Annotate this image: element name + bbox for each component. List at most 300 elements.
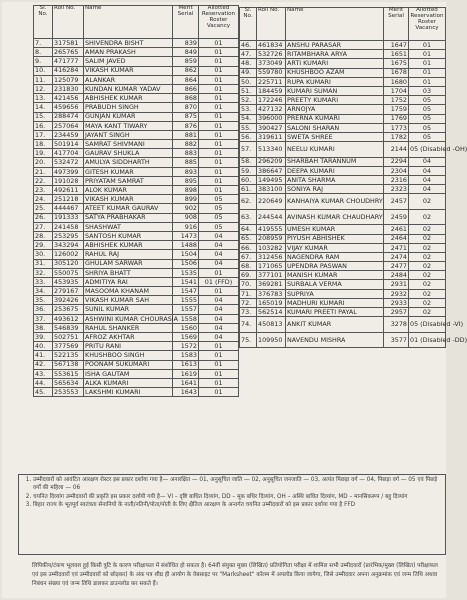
cell-reservation: 04	[409, 157, 446, 166]
table-row	[34, 222, 239, 231]
cell-roll-no: 265765	[53, 48, 84, 57]
cell-reservation: 01	[199, 186, 239, 195]
cell-name: PRITU RANI	[84, 342, 173, 351]
cell-roll-no: 234459	[53, 130, 84, 139]
cell-reservation: 05	[199, 195, 239, 204]
cell-merit-serial: 1557	[173, 305, 199, 314]
cell-roll-no: 444467	[53, 204, 84, 213]
table-row	[34, 305, 239, 314]
cell-sl-no: 15.	[34, 112, 53, 121]
table-row	[34, 259, 239, 268]
cell-merit-serial: 1560	[173, 323, 199, 332]
cell-merit-serial: 864	[173, 75, 199, 84]
cell-name: NAGENDRA RAM	[286, 252, 384, 261]
header-name: Name	[286, 8, 384, 41]
cell-name: UPENDRA PASWAN	[286, 262, 384, 271]
cell-merit-serial: 2931	[384, 280, 409, 289]
cell-merit-serial: 1541	[173, 277, 199, 286]
cell-reservation: 02	[409, 271, 446, 280]
cell-name: SANTOSH KUMAR	[84, 231, 173, 240]
cell-name: RITAMBHARA ARYA	[286, 50, 384, 59]
cell-reservation: 05	[199, 204, 239, 213]
notes-list	[19, 476, 445, 510]
table-row	[34, 130, 239, 139]
cell-roll-no: 369281	[257, 280, 286, 289]
cell-sl-no: 32.	[34, 268, 53, 277]
cell-merit-serial: 849	[173, 48, 199, 57]
cell-merit-serial: 1773	[384, 123, 409, 132]
cell-sl-no: 46.	[240, 41, 257, 50]
cell-reservation: 04	[199, 333, 239, 342]
cell-merit-serial: 3577	[384, 332, 409, 348]
cell-merit-serial: 1572	[173, 342, 199, 351]
table-row	[34, 213, 239, 222]
table-row	[34, 314, 239, 323]
cell-reservation: 01	[199, 75, 239, 84]
cell-name: MANISH KUMAR	[286, 271, 384, 280]
cell-reservation: 01	[199, 388, 239, 397]
cell-name: ALOK KUMAR	[84, 186, 173, 195]
cell-merit-serial: 1678	[384, 68, 409, 77]
cell-merit-serial: 868	[173, 94, 199, 103]
cell-reservation: 04	[199, 241, 239, 250]
cell-reservation: 04	[199, 259, 239, 268]
table-row	[240, 50, 446, 59]
table-row	[34, 296, 239, 305]
cell-sl-no: 60.	[240, 175, 257, 184]
cell-roll-no: 319611	[257, 132, 286, 141]
cell-reservation: 01	[199, 84, 239, 93]
cell-name: AVINASH KUMAR CHAUDHARY	[286, 209, 384, 225]
table-row	[240, 123, 446, 132]
cell-merit-serial: 1555	[173, 296, 199, 305]
cell-roll-no: 532472	[53, 158, 84, 167]
cell-sl-no: 25.	[34, 204, 53, 213]
table-row	[34, 360, 239, 369]
table-row	[34, 176, 239, 185]
cell-merit-serial: 2477	[384, 262, 409, 271]
cell-roll-no: 376783	[257, 289, 286, 298]
cell-merit-serial: 902	[173, 204, 199, 213]
cell-reservation: 01	[199, 57, 239, 66]
cell-sl-no: 34.	[34, 287, 53, 296]
cell-merit-serial: 839	[173, 39, 199, 48]
cell-sl-no: 59.	[240, 166, 257, 175]
cell-roll-no: 317581	[53, 39, 84, 48]
cell-name: SALONI SHARAN	[286, 123, 384, 132]
cell-reservation: 02	[409, 280, 446, 289]
cell-roll-no: 497399	[53, 167, 84, 176]
cell-roll-no: 103282	[257, 243, 286, 252]
cell-roll-no: 493612	[53, 314, 84, 323]
cell-name: NEELU KUMARI	[286, 142, 384, 158]
table-body-left	[34, 39, 239, 397]
cell-name: VIKASH KUMAR	[84, 195, 173, 204]
cell-merit-serial: 2484	[384, 271, 409, 280]
cell-sl-no: 45.	[34, 388, 53, 397]
cell-roll-no: 522135	[53, 351, 84, 360]
table-row	[240, 142, 446, 158]
cell-merit-serial: 2471	[384, 243, 409, 252]
cell-roll-no: 231830	[53, 84, 84, 93]
cell-reservation: 05 (Disabled -OH)	[409, 142, 446, 158]
cell-reservation: 05	[409, 132, 446, 141]
cell-roll-no: 125079	[53, 75, 84, 84]
cell-reservation: 01	[199, 360, 239, 369]
table-row	[34, 342, 239, 351]
table-row	[240, 68, 446, 77]
cell-roll-no: 471777	[53, 57, 84, 66]
cell-reservation: 01	[409, 41, 446, 50]
table-row	[240, 175, 446, 184]
table-row	[240, 252, 446, 261]
cell-sl-no: 24.	[34, 195, 53, 204]
cell-name: KUNDAN KUMAR YADAV	[84, 84, 173, 93]
table-header-row	[240, 8, 446, 41]
cell-roll-no: 383100	[257, 185, 286, 194]
cell-sl-no: 57.	[240, 142, 257, 158]
cell-merit-serial: 875	[173, 112, 199, 121]
cell-sl-no: 72.	[240, 298, 257, 307]
table-row	[34, 48, 239, 57]
cell-roll-no: 241458	[53, 222, 84, 231]
table-row	[240, 77, 446, 86]
cell-name: KUMARI PREETI PAYAL	[286, 308, 384, 317]
result-sheet	[2, 2, 467, 598]
cell-reservation: 01	[199, 39, 239, 48]
cell-roll-no: 288474	[53, 112, 84, 121]
cell-reservation: 01	[409, 50, 446, 59]
cell-merit-serial: 862	[173, 66, 199, 75]
cell-reservation: 01	[199, 158, 239, 167]
table-row	[240, 298, 446, 307]
cell-sl-no: 36.	[34, 305, 53, 314]
table-row	[240, 86, 446, 95]
table-row	[240, 280, 446, 289]
cell-reservation: 01	[199, 48, 239, 57]
cell-reservation: 01	[199, 149, 239, 158]
cell-roll-no: 559780	[257, 68, 286, 77]
results-table-left	[33, 5, 239, 397]
cell-name: POONAM SUKUMARI	[84, 360, 173, 369]
cell-merit-serial: 2933	[384, 298, 409, 307]
cell-roll-no: 553615	[53, 369, 84, 378]
cell-reservation: 01	[199, 167, 239, 176]
table-row	[34, 231, 239, 240]
cell-reservation: 01	[199, 342, 239, 351]
cell-sl-no: 40.	[34, 342, 53, 351]
cell-name: ARTI KUMARI	[286, 59, 384, 68]
cell-name: KANHAIYA KUMAR CHOUDHRY	[286, 194, 384, 210]
table-row	[34, 351, 239, 360]
table-row	[34, 333, 239, 342]
cell-name: ASHWINI KUMAR CHOURASIA	[85, 314, 179, 323]
cell-roll-no: 109950	[257, 332, 286, 348]
table-row	[34, 268, 239, 277]
cell-reservation: 05	[409, 123, 446, 132]
cell-merit-serial: 1473	[173, 231, 199, 240]
cell-name: AMAN PRAKASH	[84, 48, 173, 57]
cell-name: JAYANT SINGH	[84, 130, 173, 139]
cell-sl-no: 9.	[34, 57, 53, 66]
cell-sl-no: 51.	[240, 86, 257, 95]
cell-sl-no: 68.	[240, 262, 257, 271]
cell-roll-no: 225711	[257, 77, 286, 86]
cell-roll-no: 459656	[53, 103, 84, 112]
cell-name: SONIYA RAJ	[286, 185, 384, 194]
table-row	[34, 158, 239, 167]
cell-name: AFROZ AKHTAR	[84, 333, 173, 342]
cell-merit-serial: 885	[173, 158, 199, 167]
cell-reservation: 05	[199, 213, 239, 222]
cell-roll-no: 513340	[257, 142, 286, 158]
table-row	[34, 195, 239, 204]
cell-sl-no: 65.	[240, 234, 257, 243]
cell-sl-no: 58.	[240, 157, 257, 166]
cell-reservation: 01	[409, 59, 446, 68]
cell-name: SHIVENDRA BISHT	[84, 39, 173, 48]
note-item: 1. उम्मीदवारों को आवंटित आरक्षण रोस्टर इस प्रकार दर्शाया गया है— अनारक्षित — 01, अनुसूचित जाति — 02, अनुसूचित जनजाति — 03, अत्यंत पिछड़ा वर्ग — 04, पिछड़ा वर्ग — 05 एवं पिछड़े वर्गों की महिला — 06	[33, 476, 445, 493]
cell-merit-serial: 1643	[173, 388, 199, 397]
cell-reservation: 01	[199, 268, 239, 277]
cell-merit-serial: 916	[173, 222, 199, 231]
cell-name: VIKASH KUMAR SAH	[84, 296, 173, 305]
cell-sl-no: 47.	[240, 50, 257, 59]
cell-merit-serial: 1613	[173, 360, 199, 369]
cell-sl-no: 23.	[34, 186, 53, 195]
cell-merit-serial: 2457	[384, 194, 409, 210]
cell-merit-serial: 1680	[384, 77, 409, 86]
cell-reservation: 01	[199, 287, 239, 296]
cell-roll-no: 386647	[257, 166, 286, 175]
cell-sl-no: 19.	[34, 149, 53, 158]
cell-roll-no: 279167	[53, 287, 84, 296]
cell-merit-serial: 1535	[173, 268, 199, 277]
cell-name: ABHISHEK KUMAR	[84, 94, 173, 103]
table-row	[240, 105, 446, 114]
cell-reservation: 04	[199, 296, 239, 305]
cell-name: PRERNA KUMARI	[286, 114, 384, 123]
cell-reservation: 02	[409, 194, 446, 210]
table-header-row	[34, 6, 239, 39]
cell-name: MAYA KANT TIWARY	[84, 121, 173, 130]
cell-merit-serial: 2304	[384, 166, 409, 175]
table-row	[240, 289, 446, 298]
cell-sl-no: 21.	[34, 167, 53, 176]
cell-sl-no: 20.	[34, 158, 53, 167]
cell-name: SUPRIYA	[286, 289, 384, 298]
cell-sl-no: 55.	[240, 123, 257, 132]
cell-merit-serial: 1547	[173, 287, 199, 296]
cell-name: ANITA SHARMA	[286, 175, 384, 184]
header-allotted: Allotted Reservation Roster Vacancy	[199, 6, 239, 39]
table-row	[34, 241, 239, 250]
cell-sl-no: 54.	[240, 114, 257, 123]
cell-reservation: 04	[409, 166, 446, 175]
cell-merit-serial: 1752	[384, 96, 409, 105]
cell-reservation: 04	[199, 323, 239, 332]
cell-sl-no: 8.	[34, 48, 53, 57]
cell-sl-no: 11.	[34, 75, 53, 84]
table-row	[34, 75, 239, 84]
cell-name: ALANKAR	[84, 75, 173, 84]
cell-sl-no: 27.	[34, 222, 53, 231]
cell-roll-no: 373049	[257, 59, 286, 68]
cell-name: ANSHU PARASAR	[286, 41, 384, 50]
cell-sl-no: 50.	[240, 77, 257, 86]
cell-roll-no: 546839	[53, 323, 84, 332]
cell-sl-no: 71.	[240, 289, 257, 298]
cell-merit-serial: 895	[173, 176, 199, 185]
cell-merit-serial: 2957	[384, 308, 409, 317]
table-row	[34, 103, 239, 112]
cell-roll-no: 184459	[257, 86, 286, 95]
cell-sl-no: 13.	[34, 94, 53, 103]
cell-roll-no: 532726	[257, 50, 286, 59]
table-row	[34, 277, 239, 286]
cell-roll-no: 253553	[53, 388, 84, 397]
cell-name: SATYA PRABHAKAR	[84, 213, 173, 222]
cell-merit-serial: 3278	[384, 317, 409, 333]
cell-sl-no: 26.	[34, 213, 53, 222]
header-roll: Roll No.	[53, 6, 84, 39]
cell-merit-serial: 2316	[384, 175, 409, 184]
table-row	[240, 209, 446, 225]
cell-reservation: 04	[199, 305, 239, 314]
cell-reservation: 01	[409, 77, 446, 86]
cell-merit-serial: 908	[173, 213, 199, 222]
cell-merit-serial: 2461	[384, 225, 409, 234]
cell-merit-serial: 883	[173, 149, 199, 158]
table-row	[240, 225, 446, 234]
cell-sl-no: 30.	[34, 250, 53, 259]
table-row	[240, 185, 446, 194]
table-row	[240, 114, 446, 123]
cell-roll-no: 312456	[257, 252, 286, 261]
cell-merit-serial: 1651	[384, 50, 409, 59]
cell-sl-no: 75.	[240, 332, 257, 348]
cell-roll-no: 171065	[257, 262, 286, 271]
cell-roll-no: 502751	[53, 333, 84, 342]
table-row	[34, 84, 239, 93]
cell-reservation: 01	[199, 121, 239, 130]
table-row	[34, 388, 239, 397]
cell-roll-no: 253675	[53, 305, 84, 314]
cell-sl-no: 39.	[34, 333, 53, 342]
cell-name: VIJAY KUMAR	[286, 243, 384, 252]
cell-merit-serial: 1583	[173, 351, 199, 360]
cell-sl-no: 66.	[240, 243, 257, 252]
cell-reservation: 03	[409, 86, 446, 95]
cell-roll-no: 244544	[257, 209, 286, 225]
table-row	[34, 140, 239, 149]
cell-name: RUPA KUMARI	[286, 77, 384, 86]
cell-sl-no: 73.	[240, 308, 257, 317]
header-sl: Sl. No.	[240, 8, 257, 41]
cell-sl-no: 7.	[34, 39, 53, 48]
cell-name: KUMARI SUMAN	[286, 86, 384, 95]
header-roll: Roll No.	[257, 8, 286, 41]
header-merit: Merit Serial	[173, 6, 199, 39]
table-row	[240, 194, 446, 210]
cell-name: GUNJAN KUMAR	[84, 112, 173, 121]
cell-sl-no: 69.	[240, 271, 257, 280]
cell-name: GAURAV SHUKLA	[84, 149, 173, 158]
cell-name: PRABUDH SINGH	[84, 103, 173, 112]
cell-sl-no: 12.	[34, 84, 53, 93]
cell-merit-serial: 1647	[384, 41, 409, 50]
header-sl: Sl. No.	[34, 6, 53, 39]
cell-name: SHRIYA BHATT	[84, 268, 173, 277]
cell-sl-no: 56.	[240, 132, 257, 141]
cell-roll-no: 257064	[53, 121, 84, 130]
cell-reservation: 01	[199, 112, 239, 121]
cell-reservation: 01	[199, 140, 239, 149]
cell-sl-no: 10.	[34, 66, 53, 75]
table-row	[240, 41, 446, 50]
cell-sl-no: 35.	[34, 296, 53, 305]
table-row	[34, 167, 239, 176]
cell-merit-serial: 866	[173, 84, 199, 93]
cell-merit-serial: 870	[173, 103, 199, 112]
cell-reservation: 01	[199, 378, 239, 387]
cell-merit-serial: 882	[173, 140, 199, 149]
cell-sl-no: 18.	[34, 140, 53, 149]
table-row	[34, 66, 239, 75]
cell-reservation: 02	[409, 234, 446, 243]
cell-sl-no: 74.	[240, 317, 257, 333]
cell-name: ADMITIYA RAI	[84, 277, 173, 286]
cell-name: ALKA KUMARI	[84, 378, 173, 387]
cell-sl-no: 64.	[240, 225, 257, 234]
cell-sl-no: 17.	[34, 130, 53, 139]
table-row	[240, 96, 446, 105]
cell-roll-no: 550075	[53, 268, 84, 277]
cell-name: NAVENDU MISHRA	[286, 332, 384, 348]
cell-roll-no: 501914	[53, 140, 84, 149]
cell-sl-no: 67.	[240, 252, 257, 261]
cell-merit-serial: 2932	[384, 289, 409, 298]
cell-sl-no: 63.	[240, 209, 257, 225]
cell-merit-serial: 2144	[384, 142, 409, 158]
table-row	[34, 121, 239, 130]
cell-merit-serial: 893	[173, 167, 199, 176]
cell-roll-no: 427132	[257, 105, 286, 114]
table-row	[240, 243, 446, 252]
cell-sl-no: 28.	[34, 231, 53, 240]
cell-roll-no: 377569	[53, 342, 84, 351]
notes-box	[18, 474, 446, 555]
cell-reservation: 01 (FFD)	[199, 277, 239, 286]
cell-name: SHASHWAT	[84, 222, 173, 231]
cell-reservation: 01	[199, 351, 239, 360]
cell-roll-no: 421456	[53, 94, 84, 103]
table-row	[240, 317, 446, 333]
cell-name: UMESH KUMAR	[286, 225, 384, 234]
cell-roll-no: 453935	[53, 277, 84, 286]
cell-sl-no: 48.	[240, 59, 257, 68]
cell-roll-no: 251218	[53, 195, 84, 204]
cell-name: LAKSHMI KUMARI	[84, 388, 173, 397]
table-row	[34, 112, 239, 121]
cell-sl-no: 61.	[240, 185, 257, 194]
cell-reservation: 05	[409, 96, 446, 105]
cell-merit-serial: 881	[173, 130, 199, 139]
cell-reservation: 01	[409, 68, 446, 77]
cell-name: PREETY KUMARI	[286, 96, 384, 105]
cell-sl-no: 41.	[34, 351, 53, 360]
cell-merit-serial: 2474	[384, 252, 409, 261]
